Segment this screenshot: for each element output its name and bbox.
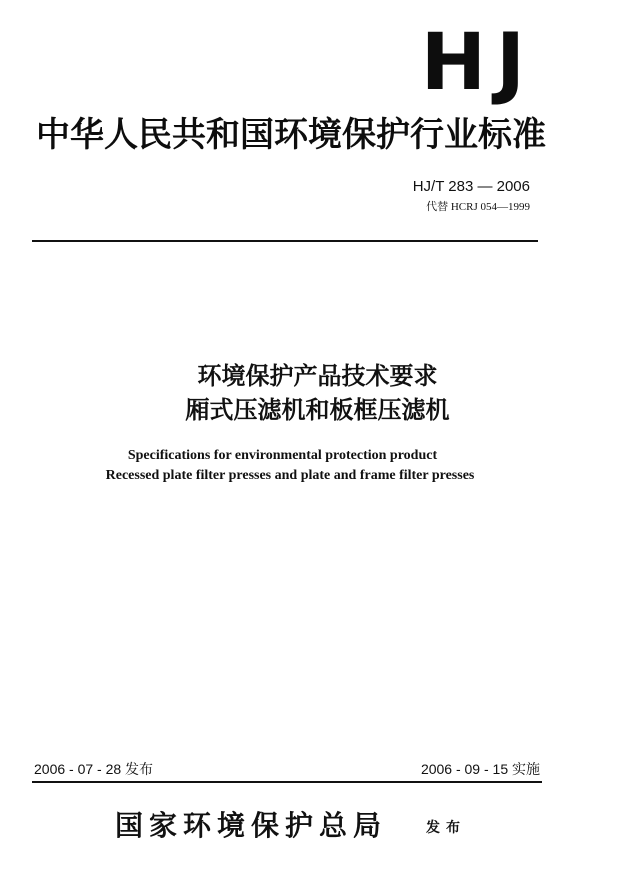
standard-number: HJ/T 283 — 2006 (412, 178, 530, 195)
issue-date: 2006 - 07 - 28 发布 (34, 761, 154, 777)
publish-label: 发布 (426, 820, 466, 836)
chinese-title-line-1: 环境保护产品技术要求 (197, 362, 438, 390)
implementation-date: 2006 - 09 - 15 实施 (420, 761, 540, 777)
header-divider (32, 240, 538, 242)
publisher-name: 国家环境保护总局 (115, 809, 388, 842)
footer-divider (32, 781, 542, 783)
standard-category-title: 中华人民共和国环境保护行业标准 (36, 115, 546, 155)
chinese-title-line-2: 厢式压滤机和板框压滤机 (185, 396, 450, 424)
english-title-line-1: Specifications for environmental protection product (127, 448, 438, 463)
hj-logo: HJ (420, 18, 535, 108)
english-title-line-2: Recessed plate filter presses and plate and frame filter presses (105, 468, 475, 483)
replaces-standard: 代替 HCRJ 054—1999 (426, 201, 530, 213)
